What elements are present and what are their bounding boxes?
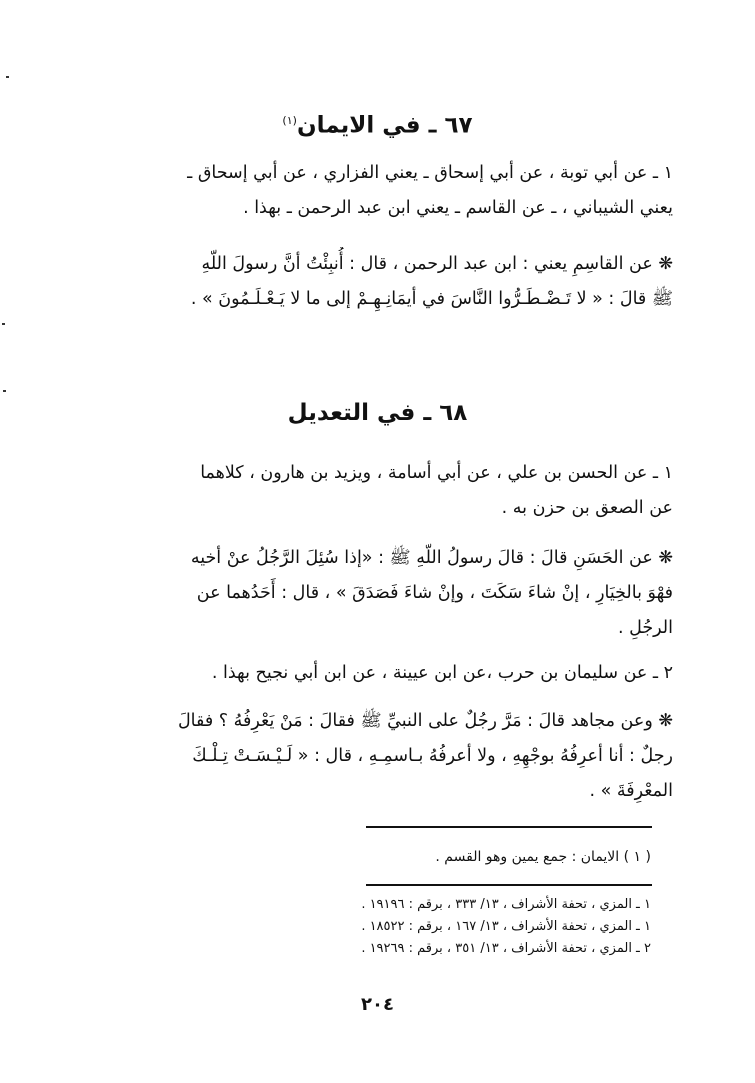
scan-speck (6, 76, 9, 78)
text-line: الرجُلِ . (617, 618, 673, 638)
section-68-text-2 (83, 704, 673, 809)
section-68-heading (0, 398, 755, 428)
text-line: المعْرِفَةَ » . (589, 781, 673, 801)
section-68-text-1 (83, 541, 673, 646)
section-67-heading (0, 106, 755, 141)
section-67-isnad (83, 156, 673, 226)
text-line: ﷺ قالَ : « لا تَـضْـطَـرُّوا النَّاسَ في أيمَانِـهِـمْ إلى ما لا يَـعْـلَـمُونَ » . (190, 289, 673, 309)
text-line: ❋ عن القاسِمِ يعني : ابن عبد الرحمن ، قال : أُنبِئْتُ أنَّ رسولَ اللّهِ (201, 254, 673, 274)
section-67-title: ٦٧ ـ في الايمان (296, 112, 473, 139)
isnad-line: ١ ـ عن أبي توبة ، عن أبي إسحاق ـ يعني الفزاري ، عن أبي إسحاق ـ (187, 163, 673, 183)
section-68-title: ٦٨ ـ في التعديل (287, 400, 468, 426)
reference-item: ١ ـ المزي ، تحفة الأشراف ، ١٣/ ١٦٧ ، برقم : ١٨٥٢٢ . (361, 919, 651, 934)
references (91, 894, 651, 960)
scan-speck (2, 323, 5, 325)
section-67-text (83, 247, 673, 317)
footnote-divider (366, 826, 652, 828)
text-line: رجلٌ : أنا أعرِفُهُ بوجْهِهِ ، ولا أعرفُهُ بـاسمِـهِ ، قال : « لَـيْـسَـتْ تِـلْـكَ (192, 746, 673, 766)
text-line: فهْوَ بالخِيَارِ ، إنْ شاءَ سَكَتَ ، وإنْ شاءَ فَصَدَقَ » ، قال : أَحَدُهما عن (196, 583, 673, 603)
section-68-isnad-2 (83, 656, 673, 691)
text-line: ❋ وعن مجاهد قالَ : مَرَّ رجُلٌ على النبيِّ ﷺ فقالَ : مَنْ يَعْرِفُهُ ؟ فقالَ (177, 711, 673, 731)
reference-item: ٢ ـ المزي ، تحفة الأشراف ، ١٣/ ٣٥١ ، برقم : ١٩٢٦٩ . (361, 941, 651, 956)
reference-item: ١ ـ المزي ، تحفة الأشراف ، ١٣/ ٣٣٣ ، برقم : ١٩١٩٦ . (361, 897, 651, 912)
isnad-line: ٢ ـ عن سليمان بن حرب ،عن ابن عيينة ، عن ابن أبي نجيح بهذا . (211, 663, 673, 683)
scan-speck (3, 390, 6, 392)
footnote-text: ( ١ ) الايمان : جمع يمين وهو القسم . (435, 849, 651, 865)
footnote (91, 846, 651, 868)
footnote-marker: (١) (282, 114, 297, 127)
text-line: ❋ عن الحَسَنِ قالَ : قالَ رسولُ اللّهِ ﷺ : «إذا سُئِلَ الرَّجُلُ عنْ أخيه (190, 548, 673, 568)
references-divider (366, 884, 652, 886)
isnad-line: ١ ـ عن الحسن بن علي ، عن أبي أسامة ، ويزيد بن هارون ، كلاهما (200, 463, 673, 483)
page-number: ٢٠٤ (361, 994, 394, 1015)
isnad-line: يعني الشيباني ، ـ عن القاسم ـ يعني ابن عبد الرحمن ـ بهذا . (243, 198, 673, 218)
isnad-line: عن الصعق بن حزن به . (501, 498, 673, 518)
section-68-isnad-1 (83, 456, 673, 526)
